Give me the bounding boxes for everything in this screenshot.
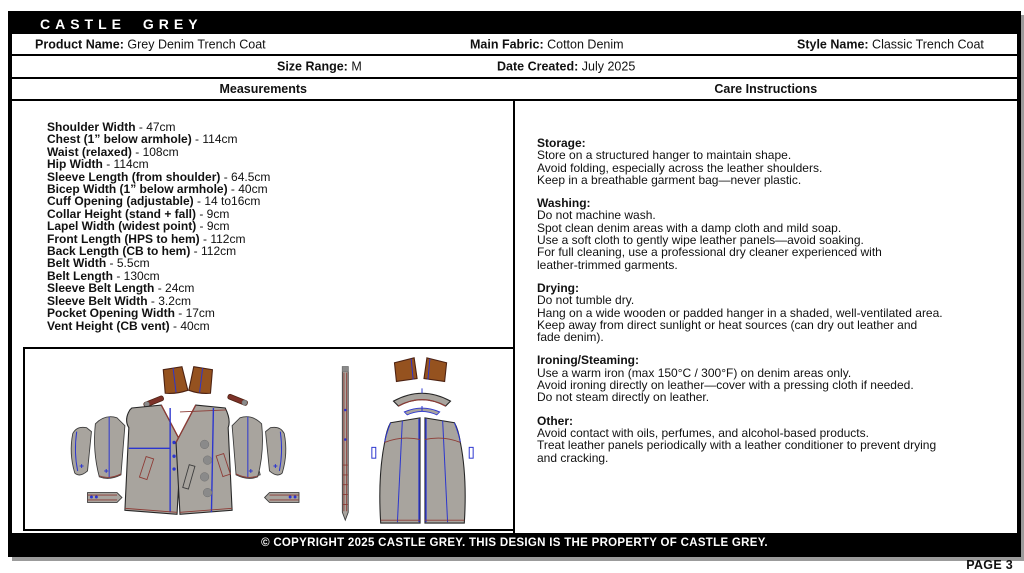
care-line: Store on a structured hanger to maintain shape. [537, 148, 792, 163]
care-line: leather-trimmed garments. [537, 257, 678, 272]
measurement-value: - 3.2cm [147, 293, 191, 308]
measurement-label: Lapel Width (widest point) [47, 219, 197, 234]
info-row-2 [12, 56, 1017, 79]
page-number: PAGE 3 [966, 558, 1013, 572]
measurement-value: - 40cm [169, 318, 210, 333]
measurement-value: - 24cm [154, 281, 195, 296]
date-created-label: Date Created: [497, 58, 579, 73]
copyright-bar [12, 533, 1017, 553]
spec-sheet [8, 11, 1021, 557]
product-name-value: Grey Denim Trench Coat [127, 37, 266, 52]
care-line: Hang on a wide wooden or padded hanger in a shaded, well-ventilated area. [537, 305, 943, 320]
brand-title: CASTLE GREY [40, 16, 203, 32]
measurement-value: - 17cm [174, 306, 215, 321]
measurement-item [47, 320, 270, 332]
care-section-heading: Other: [537, 413, 573, 428]
section-divider [513, 101, 515, 533]
measurement-label: Hip Width [47, 157, 103, 172]
date-created-field [497, 59, 635, 73]
measurement-value: - 108cm [131, 144, 179, 159]
care-section-heading: Drying: [537, 280, 579, 295]
measurement-value: - 64.5cm [220, 169, 271, 184]
care-section [537, 415, 1007, 464]
measurement-value: - 14 to16cm [193, 194, 261, 209]
measurement-label: Front Length (HPS to hem) [47, 231, 200, 246]
care-section [537, 137, 1007, 186]
measurement-value: - 47cm [135, 120, 176, 134]
measurement-label: Sleeve Belt Width [47, 293, 148, 308]
measurement-value: - 114cm [102, 157, 149, 172]
measurement-label: Vent Height (CB vent) [47, 318, 170, 333]
front-pattern-diagram-box [23, 347, 334, 531]
care-line: Use a soft cloth to gently wipe leather panels—avoid soaking. [537, 233, 864, 248]
measurement-label: Chest (1” below armhole) [47, 132, 192, 147]
measurement-label: Belt Width [47, 256, 107, 271]
care-line: Keep away from direct sunlight or heat sources (can dry out leather and [537, 317, 918, 332]
measurement-label: Cuff Opening (adjustable) [47, 194, 194, 209]
date-created-value: July 2025 [581, 58, 636, 73]
back-view-diagram-box [332, 347, 515, 531]
style-name-value: Classic Trench Coat [872, 37, 984, 52]
measurements-list [47, 121, 270, 332]
care-line: Spot clean denim areas with a damp cloth and mild soap. [537, 220, 842, 235]
care-line: Use a warm iron (max 150°C / 300°F) on denim areas only. [537, 365, 852, 380]
care-line: Avoid ironing directly on leather—cover with a pressing cloth if needed. [537, 378, 914, 393]
measurement-value: - 40cm [227, 182, 268, 197]
measurement-value: - 9cm [196, 219, 230, 234]
care-section [537, 197, 1007, 271]
care-line: fade denim). [537, 330, 604, 345]
style-name-label: Style Name: [797, 37, 869, 52]
care-line: Avoid folding, especially across the leather shoulders. [537, 160, 823, 175]
measurement-value: - 114cm [191, 132, 238, 147]
main-fabric-value: Cotton Denim [547, 37, 624, 52]
size-range-value: M [351, 58, 362, 73]
style-name-field [797, 37, 984, 51]
care-line: Do not steam directly on leather. [537, 390, 710, 405]
care-line: Do not machine wash. [537, 208, 656, 223]
flat-pattern-pieces-icon [25, 349, 332, 529]
care-section [537, 282, 1007, 343]
product-name-label: Product Name: [35, 37, 124, 52]
measurement-label: Waist (relaxed) [47, 144, 132, 159]
care-instructions-list [537, 137, 1007, 475]
size-range-field [277, 59, 362, 73]
measurement-label: Pocket Opening Width [47, 306, 175, 321]
product-name-field [35, 37, 266, 51]
care-section-heading: Washing: [537, 196, 591, 211]
brand-header-bar [12, 15, 1017, 36]
section-header-row [12, 79, 1017, 101]
measurement-label: Sleeve Length (from shoulder) [47, 169, 221, 184]
content-area [12, 101, 1017, 533]
measurement-label: Belt Length [47, 268, 113, 283]
care-line: Avoid contact with oils, perfumes, and alcohol-based products. [537, 425, 869, 440]
care-section-heading: Storage: [537, 136, 586, 150]
measurement-label: Back Length (CB to hem) [47, 244, 191, 259]
care-section [537, 354, 1007, 403]
care-line: Treat leather panels periodically with a leather conditioner to prevent drying [537, 438, 937, 453]
measurement-label: Sleeve Belt Length [47, 281, 155, 296]
measurement-value: - 112cm [190, 244, 237, 259]
main-fabric-label: Main Fabric: [470, 37, 544, 52]
main-fabric-field [470, 37, 624, 51]
care-section-title: Care Instructions [714, 82, 818, 96]
copyright-text: © COPYRIGHT 2025 CASTLE GREY. THIS DESIGN IS THE PROPERTY OF CASTLE GREY. [261, 537, 768, 549]
measurement-label: Collar Height (stand + fall) [47, 206, 197, 221]
measurements-section-title: Measurements [219, 82, 308, 96]
care-line: and cracking. [537, 450, 609, 465]
measurement-label: Shoulder Width [47, 120, 136, 134]
care-line: For full cleaning, use a professional dry cleaner experienced with [537, 245, 882, 260]
pattern-back-view-icon [332, 349, 513, 529]
measurement-value: - 5.5cm [106, 256, 150, 271]
info-row-1 [12, 36, 1017, 56]
measurement-value: - 130cm [113, 268, 160, 283]
care-section-heading: Ironing/Steaming: [537, 353, 639, 368]
measurement-value: - 112cm [199, 231, 246, 246]
measurement-value: - 9cm [196, 206, 230, 221]
care-line: Do not tumble dry. [537, 293, 635, 308]
measurement-label: Bicep Width (1” below armhole) [47, 182, 228, 197]
care-line: Keep in a breathable garment bag—never plastic. [537, 172, 802, 187]
size-range-label: Size Range: [277, 58, 348, 73]
